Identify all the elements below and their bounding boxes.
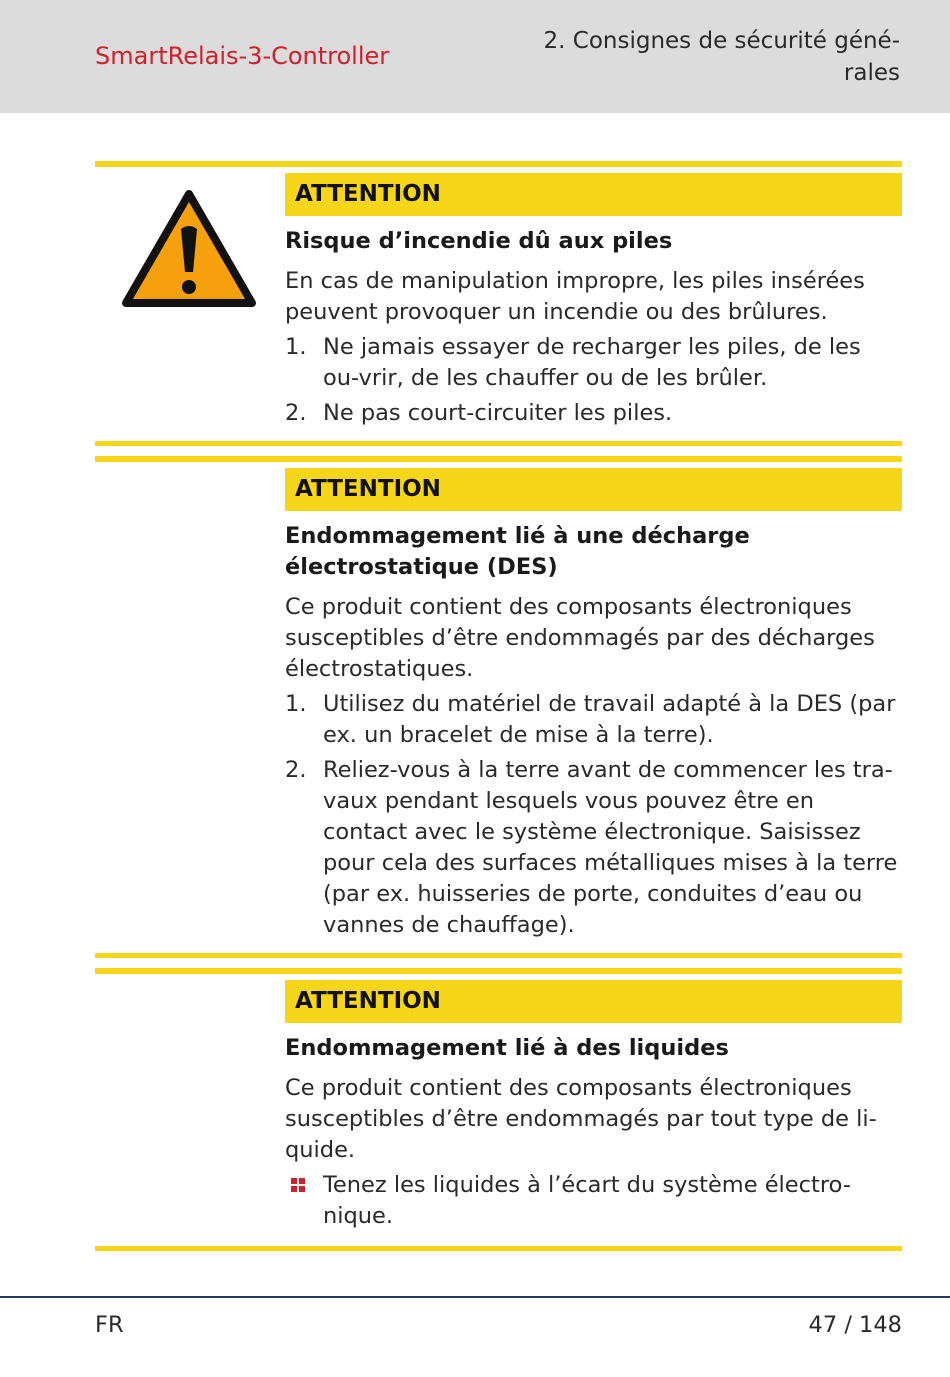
red-bullet-icon [291,1178,305,1192]
notice-bottom-rule [95,953,902,958]
notice-banner: ATTENTION [285,468,902,511]
list-number: 2. [285,757,307,783]
notice-description: Ce produit contient des composants électroniques susceptibles d’être endommagés par tout type de li-quide. [285,1075,877,1163]
page-header [0,0,950,113]
list-text: Ne pas court-circuiter les piles. [323,400,673,426]
list-number: 1. [285,691,307,717]
notice-banner: ATTENTION [285,980,902,1023]
notice-description: En cas de manipulation impropre, les piles insérées peuvent provoquer un incendie ou des brûlures. [285,268,865,325]
list-text: Tenez les liquides à l’écart du système électro-nique. [323,1172,851,1229]
list-number: 1. [285,334,307,360]
instruction-list [285,332,902,429]
notice-esd-damage [95,456,902,961]
notice-bottom-rule [95,1246,902,1251]
list-item [285,398,902,429]
list-item [285,332,902,394]
list-item [285,1170,902,1232]
list-item [285,755,902,941]
notice-title: Endommagement lié à une décharge électrostatique (DES) [285,523,750,580]
notice-top-rule [95,456,902,462]
notice-title: Risque d’incendie dû aux piles [285,228,673,254]
list-item [285,689,902,751]
notice-top-rule [95,968,902,974]
list-text: Reliez-vous à la terre avant de commencer les tra-vaux pendant lesquels vous pouvez être en contact avec le système électronique. Saisissez pour cela des surfaces métalliques mises à la terre (par ex. huisseries de porte, conduites d’eau ou vannes de chauffage). [323,757,898,938]
instruction-list [285,689,902,941]
footer-language: FR [95,1312,124,1338]
product-name: SmartRelais-3-Controller [95,42,390,70]
notice-liquid-damage [95,968,902,1254]
warning-triangle-icon [121,189,257,309]
page-number: 47 / 148 [808,1312,902,1338]
chapter-title-line-2: rales [843,60,900,86]
chapter-title-line-1: 2. Consignes de sécurité géné- [543,28,900,54]
notice-bottom-rule [95,441,902,446]
footer-divider [0,1296,950,1298]
instruction-list [285,1170,902,1232]
list-number: 2. [285,400,307,426]
notice-top-rule [95,161,902,167]
chapter-title [520,25,900,89]
notice-banner: ATTENTION [285,173,902,216]
notice-fire-risk [95,161,902,448]
notice-title: Endommagement lié à des liquides [285,1035,729,1061]
list-text: Ne jamais essayer de recharger les piles, de les ou-vrir, de les chauffer ou de les brûler. [323,334,861,391]
list-text: Utilisez du matériel de travail adapté à la DES (par ex. un bracelet de mise à la terre). [323,691,896,748]
notice-description: Ce produit contient des composants électroniques susceptibles d’être endommagés par des décharges électrostatiques. [285,594,875,682]
